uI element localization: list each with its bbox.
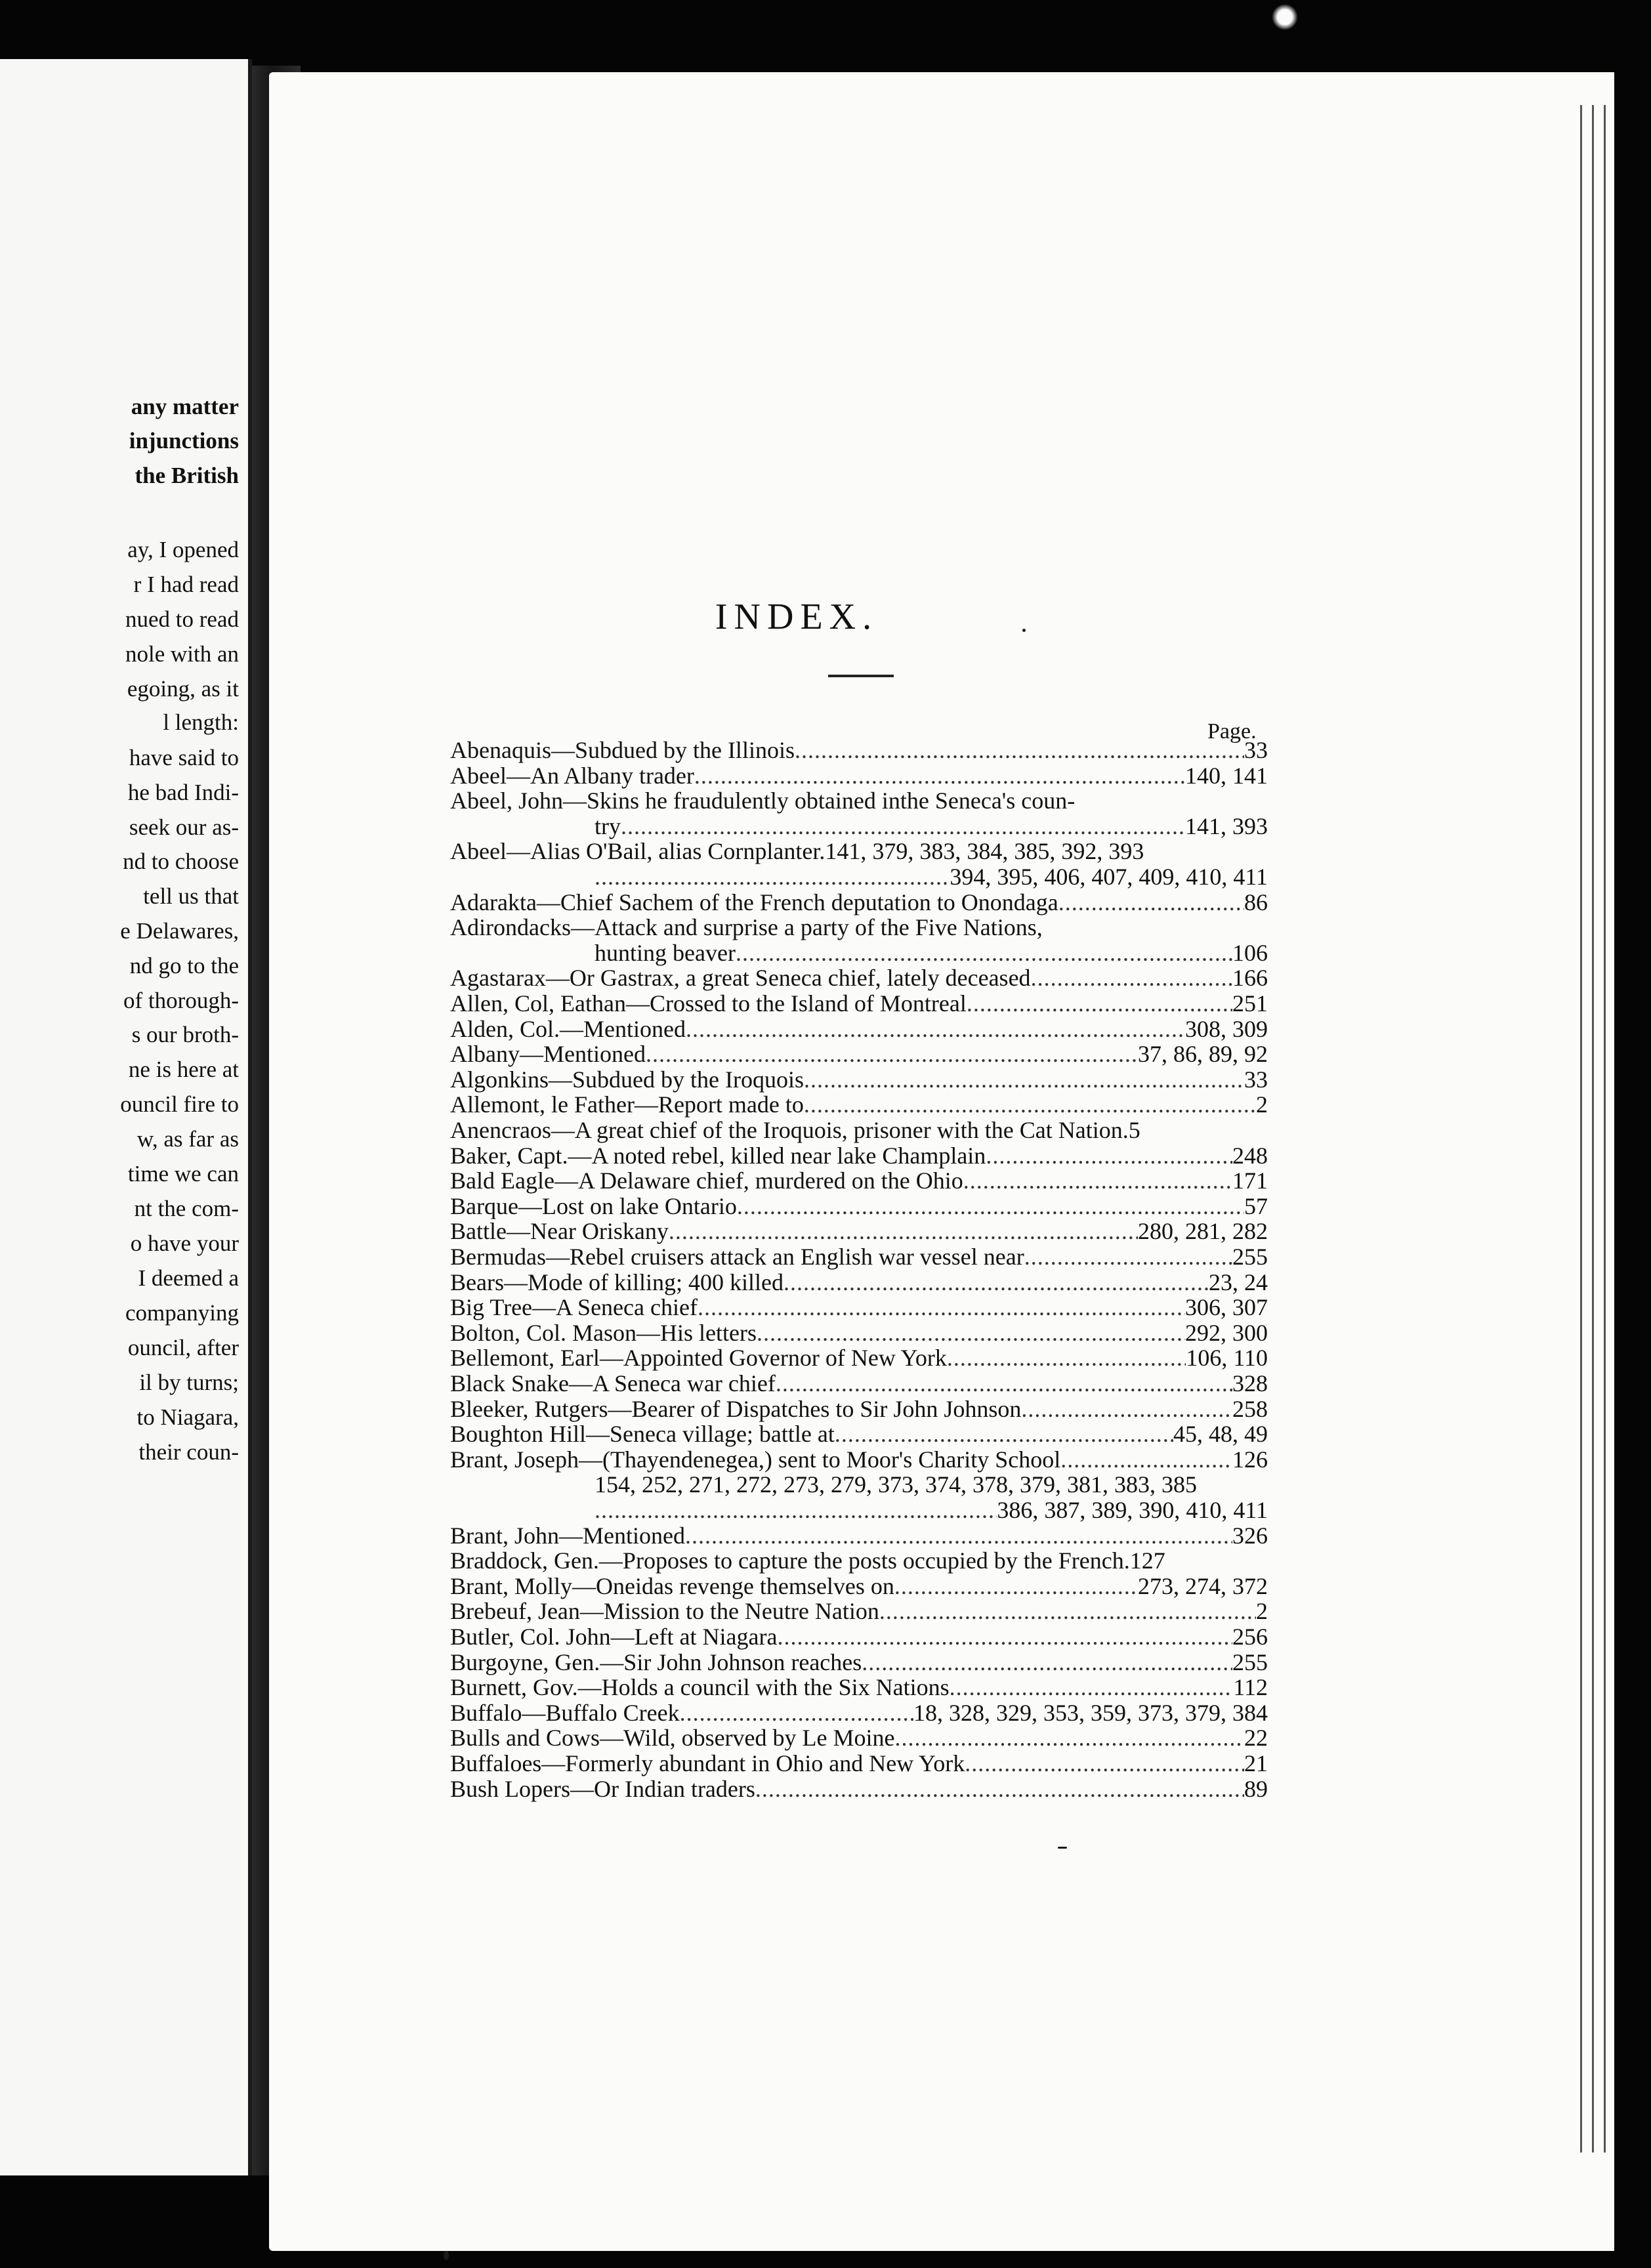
index-entry-heading: Bolton, Col. Mason—His letters <box>450 1320 757 1346</box>
index-entry-pages: 166 <box>1232 965 1268 991</box>
previous-page-line: injunctions <box>129 428 239 453</box>
previous-page-line: ne is here at <box>128 1057 239 1082</box>
index-entry-pages: 273, 274, 372 <box>1138 1573 1268 1599</box>
index-entry-heading: Anencraos—A great chief of the Iroquois, prisoner with the Cat Nation.5 <box>450 1117 1140 1143</box>
index-entry <box>450 1270 1268 1295</box>
index-entry-pages: 280, 281, 282 <box>1138 1218 1268 1244</box>
index-entry-pages: 112 <box>1233 1674 1268 1700</box>
index-entry-pages: 326 <box>1232 1522 1268 1549</box>
index-entry <box>450 915 1268 940</box>
index-entry <box>450 991 1268 1017</box>
dot-leader <box>680 1700 913 1726</box>
previous-page-line: to Niagara, <box>136 1404 239 1430</box>
index-entry-heading: Bermudas—Rebel cruisers attack an English war vessel near <box>450 1244 1024 1270</box>
index-entry <box>450 1574 1268 1599</box>
dot-leader <box>963 1168 1232 1194</box>
index-entry-pages: 255 <box>1232 1649 1268 1675</box>
index-entry-pages: 140, 141 <box>1185 763 1268 789</box>
index-entry-pages: 33 <box>1244 1066 1268 1093</box>
index-entry-heading: Albany—Mentioned <box>450 1041 646 1067</box>
index-entry <box>450 1599 1268 1624</box>
index-entry-heading: Abenaquis—Subdued by the Illinois <box>450 737 795 763</box>
previous-page-line: nd to choose <box>123 849 239 874</box>
index-entry-pages: 258 <box>1232 1396 1268 1422</box>
previous-page-line: ouncil fire to <box>120 1091 239 1117</box>
index-entry <box>450 1472 1268 1498</box>
dot-leader <box>1060 1447 1232 1473</box>
previous-page-line: w, as far as <box>136 1126 239 1152</box>
dot-leader <box>669 1219 1138 1244</box>
title-rule <box>828 675 894 677</box>
previous-page-line: ouncil, after <box>127 1335 239 1360</box>
dot-leader <box>777 1624 1232 1650</box>
index-entry-heading: Bald Eagle—A Delaware chief, murdered on the Ohio <box>450 1167 963 1194</box>
index-entry <box>450 1017 1268 1042</box>
index-entry-pages: 106 <box>1232 940 1268 966</box>
previous-page <box>0 59 252 2175</box>
index-entry <box>450 814 1268 839</box>
index-entry-heading: Big Tree—A Seneca chief <box>450 1294 698 1320</box>
dot-leader <box>595 864 950 890</box>
index-entry <box>450 864 1268 890</box>
index-entry <box>450 1548 1268 1574</box>
index-entry <box>450 1751 1268 1776</box>
previous-page-line: time we can <box>127 1161 239 1186</box>
index-entry-heading: Burnett, Gov.—Holds a council with the Six Nations <box>450 1674 950 1700</box>
previous-page-line: nt the com- <box>134 1196 239 1221</box>
index-entry-heading: Baker, Capt.—A noted rebel, killed near lake Champlain <box>450 1143 986 1169</box>
previous-page-line: any matter <box>131 394 239 419</box>
index-entry-heading: 154, 252, 271, 272, 273, 279, 373, 374, 378, 379, 381, 383, 385 <box>595 1471 1197 1498</box>
index-entry-pages: 57 <box>1244 1193 1268 1219</box>
index-entry-pages: 308, 309 <box>1185 1016 1268 1042</box>
dot-leader <box>950 1675 1234 1700</box>
dot-leader <box>776 1371 1232 1396</box>
index-entry-pages: 2 <box>1256 1091 1268 1118</box>
index-entry-heading: try <box>595 813 621 839</box>
index-entry-heading: Bleeker, Rutgers—Bearer of Dispatches to Sir John Johnson <box>450 1396 1022 1422</box>
index-entry-heading: Agastarax—Or Gastrax, a great Seneca chief, lately deceased <box>450 965 1031 991</box>
index-entry-pages: 306, 307 <box>1185 1294 1268 1320</box>
previous-page-line: il by turns; <box>139 1370 239 1395</box>
index-entry-heading: Burgoyne, Gen.—Sir John Johnson reaches <box>450 1649 862 1675</box>
index-entry <box>450 738 1268 763</box>
index-entry <box>450 1447 1268 1473</box>
index-entry-pages: 21 <box>1244 1750 1268 1776</box>
dot-leader <box>686 1017 1185 1042</box>
index-entry-pages: 141, 393 <box>1185 813 1268 839</box>
index-entry-pages: 394, 395, 406, 407, 409, 410, 411 <box>950 864 1268 890</box>
index-entry-heading: Abeel—Alias O'Bail, alias Cornplanter.141, 379, 383, 384, 385, 392, 393 <box>450 838 1144 864</box>
previous-page-line: s our broth- <box>131 1022 239 1047</box>
previous-page-line: seek our as- <box>129 814 239 840</box>
dot-leader <box>967 991 1232 1017</box>
index-entry-heading: Butler, Col. John—Left at Niagara <box>450 1624 778 1650</box>
index-entry-heading: Black Snake—A Seneca war chief <box>450 1370 776 1396</box>
index-entry-pages: 171 <box>1232 1167 1268 1194</box>
index-entry-heading: Buffalo—Buffalo Creek <box>450 1700 680 1726</box>
previous-page-line: l length: <box>163 709 239 735</box>
index-entry-pages: 106, 110 <box>1186 1345 1268 1371</box>
index-entry <box>450 890 1268 915</box>
index-entry-heading: Bush Lopers—Or Indian traders <box>450 1776 755 1802</box>
index-entry-pages: 18, 328, 329, 353, 359, 373, 379, 384 <box>913 1700 1268 1726</box>
dot-leader <box>685 1523 1232 1549</box>
index-entry-heading: Abeel, John—Skins he fraudulently obtained inthe Seneca's coun- <box>450 788 1076 814</box>
dot-leader <box>986 1143 1232 1169</box>
index-entry-pages: 386, 387, 389, 390, 410, 411 <box>997 1497 1268 1523</box>
index-entry <box>450 839 1268 864</box>
scan-speck <box>1022 629 1026 632</box>
dot-leader <box>879 1599 1256 1624</box>
index-entry <box>450 1523 1268 1549</box>
index-entry-pages: 126 <box>1232 1446 1268 1473</box>
index-entry <box>450 1194 1268 1219</box>
index-entry-pages: 292, 300 <box>1185 1320 1268 1346</box>
index-entry <box>450 1371 1268 1396</box>
previous-page-line: nole with an <box>125 641 239 667</box>
page-title <box>0 596 1651 638</box>
dot-leader <box>621 814 1185 839</box>
index-entry-pages: 255 <box>1232 1244 1268 1270</box>
scan-speck <box>444 2251 449 2260</box>
index-entry <box>450 1295 1268 1320</box>
index-entry-pages: 248 <box>1232 1143 1268 1169</box>
index-entry <box>450 1650 1268 1675</box>
index-entry-heading: Brant, John—Mentioned <box>450 1522 685 1549</box>
index-entry <box>450 1624 1268 1650</box>
page-title-text: INDEX. <box>715 597 879 637</box>
index-entry-heading: Boughton Hill—Seneca village; battle at <box>450 1421 835 1447</box>
previous-page-line: their coun- <box>138 1439 239 1465</box>
dot-leader <box>1021 1396 1232 1422</box>
index-entry-pages: 22 <box>1244 1725 1268 1751</box>
dot-leader <box>737 1194 1244 1219</box>
dot-leader <box>1031 965 1232 991</box>
dot-leader <box>646 1041 1138 1067</box>
index-entry-pages: 89 <box>1244 1776 1268 1802</box>
previous-page-line: nd go to the <box>129 953 239 978</box>
dot-leader <box>804 1067 1244 1093</box>
index-entry-heading: Allen, Col, Eathan—Crossed to the Island of Montreal <box>450 990 967 1017</box>
previous-page-line: tell us that <box>143 883 239 909</box>
dot-leader <box>698 1295 1185 1320</box>
index-entry-pages: 328 <box>1232 1370 1268 1396</box>
index-entry <box>450 1219 1268 1244</box>
dot-leader <box>694 763 1185 789</box>
index-entry <box>450 1244 1268 1270</box>
index-entry <box>450 940 1268 966</box>
index-entry-heading: Abeel—An Albany trader <box>450 763 694 789</box>
index-entry <box>450 1143 1268 1169</box>
index-entry <box>450 1498 1268 1523</box>
index-entry <box>450 1421 1268 1447</box>
index-entry <box>450 1725 1268 1751</box>
index-entry-heading: Adirondacks—Attack and surprise a party of the Five Nations, <box>450 914 1043 940</box>
page-edge-lines <box>1575 105 1614 2152</box>
previous-page-line: o have your <box>130 1230 239 1256</box>
dot-leader <box>835 1421 1173 1447</box>
index-entry-heading: Bulls and Cows—Wild, observed by Le Moine <box>450 1725 895 1751</box>
previous-page-line: nued to read <box>125 606 239 632</box>
previous-page-line: have said to <box>129 745 239 770</box>
index-entry-heading: Brant, Molly—Oneidas revenge themselves on <box>450 1573 894 1599</box>
previous-page-line: he bad Indi- <box>127 780 239 805</box>
index-entry-heading: Bellemont, Earl—Appointed Governor of New York <box>450 1345 947 1371</box>
index-entry-pages: 251 <box>1232 990 1268 1017</box>
dot-leader <box>757 1320 1185 1346</box>
index-entry-heading: Battle—Near Oriskany <box>450 1218 669 1244</box>
index-entry-heading: hunting beaver <box>595 940 736 966</box>
index-entry <box>450 1320 1268 1346</box>
dot-leader <box>965 1751 1244 1776</box>
index-entry-pages: 33 <box>1244 737 1268 763</box>
previous-page-line: r I had read <box>133 572 239 597</box>
scan-mark <box>1272 4 1298 30</box>
index-entry-pages: 256 <box>1232 1624 1268 1650</box>
dot-leader <box>595 1498 997 1523</box>
index-entry-heading: Buffaloes—Formerly abundant in Ohio and New York <box>450 1750 965 1776</box>
index-entry-heading: Barque—Lost on lake Ontario <box>450 1193 737 1219</box>
dot-leader <box>795 738 1244 763</box>
index-entry <box>450 763 1268 789</box>
index-entry <box>450 788 1268 814</box>
index-entry-heading: Allemont, le Father—Report made to <box>450 1091 804 1118</box>
index-entry-heading: Bears—Mode of killing; 400 killed <box>450 1269 784 1295</box>
index-entry-heading: Braddock, Gen.—Proposes to capture the posts occupied by the French.127 <box>450 1547 1165 1574</box>
index-entry-heading: Adarakta—Chief Sachem of the French deputation to Onondaga <box>450 889 1058 915</box>
dot-leader <box>894 1725 1244 1751</box>
index-entry <box>450 1675 1268 1700</box>
previous-page-line: the British <box>135 463 239 488</box>
index-entry-pages: 86 <box>1244 889 1268 915</box>
previous-page-line: egoing, as it <box>127 676 239 702</box>
index-entry-heading: Alden, Col.—Mentioned <box>450 1016 686 1042</box>
index-entry <box>450 1776 1268 1802</box>
index-entry <box>450 1345 1268 1371</box>
dot-leader <box>784 1270 1209 1295</box>
index-entry <box>450 1396 1268 1422</box>
previous-page-line: of thorough- <box>123 988 239 1013</box>
previous-page-line: I deemed a <box>138 1265 239 1291</box>
index-entry <box>450 965 1268 991</box>
index-entry-heading: Brebeuf, Jean—Mission to the Neutre Nation <box>450 1598 879 1624</box>
index-entry-heading: Brant, Joseph—(Thayendenegea,) sent to Moor's Charity School <box>450 1446 1061 1473</box>
index-entry-pages: 37, 86, 89, 92 <box>1138 1041 1268 1067</box>
dot-leader <box>1058 890 1244 915</box>
index-entry <box>450 1700 1268 1726</box>
dot-leader <box>862 1650 1232 1675</box>
index-entry-pages: 2 <box>1256 1598 1268 1624</box>
index-entry <box>450 1168 1268 1194</box>
index-entry <box>450 1092 1268 1118</box>
index-entry <box>450 1067 1268 1093</box>
previous-page-line: e Delawares, <box>120 918 239 944</box>
index-entry-pages: 23, 24 <box>1209 1269 1268 1295</box>
index-entry-pages: 45, 48, 49 <box>1173 1421 1268 1447</box>
dot-leader <box>755 1776 1244 1802</box>
dot-leader <box>947 1345 1186 1371</box>
previous-page-line: ay, I opened <box>127 537 239 562</box>
previous-page-line: companying <box>125 1300 239 1326</box>
scan-speck <box>1058 1847 1067 1849</box>
page-column-heading: Page. <box>1207 719 1257 744</box>
index-entry <box>450 1041 1268 1067</box>
dot-leader <box>1024 1244 1232 1270</box>
index-entry <box>450 1118 1268 1143</box>
dot-leader <box>736 940 1232 966</box>
dot-leader <box>894 1574 1138 1599</box>
index-entry-heading: Algonkins—Subdued by the Iroquois <box>450 1066 804 1093</box>
dot-leader <box>804 1092 1256 1118</box>
